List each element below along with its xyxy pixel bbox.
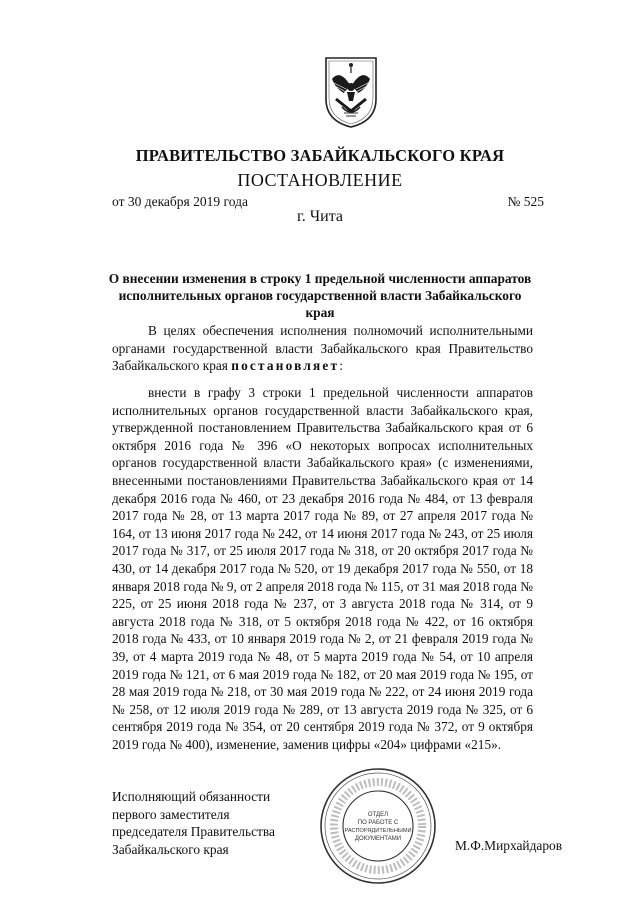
preamble-colon: : (339, 358, 343, 374)
stamp-center-line-3: РАСПОРЯДИТЕЛЬНЫМИ (344, 828, 412, 834)
subject-line-1: О внесении изменения в строку 1 предельной численности аппаратов (108, 271, 532, 286)
document-city: г. Чита (296, 208, 343, 225)
resolution-paragraph: внести в графу 3 строки 1 предельной численности аппаратов исполнительных органов государственной власти Забайкальского края, утвержденной постановлением Правительства Забайкальского края от 6 октября 2016 года № 396 «О некоторых вопросах исполнительных органов государственной власти Забайкальского края» (с изменениями, внесенными постановлениями Правительства Забайкальского края от 14 декабря 2016 года № 460, от 23 декабря 2016 года № 484, от 13 февраля 2017 года № 28, от 13 марта 2017 года № 89, от 27 апреля 2017 года № 164, от 13 июня 2017 года № 242, от 14 июня 2017 года № 243, от 25 июля 2017 года № 317, от 25 июля 2017 года № 318, от 20 октября 2017 года № 430, от 14 декабря 2017 года № 520, от 19 декабря 2017 года № 550, от 18 января 2018 года № 9, от 2 апреля 2018 года № 115, от 31 мая 2018 года № 225, от 25 июня 2018 года № 237, от 3 августа 2018 года № 314, от 9 августа 2018 года № 318, от 5 октября 2018 года № 422, от 16 октября 2018 года № 433, от 10 января 2019 года № 2, от 21 февраля 2019 года № 39, от 4 марта 2019 года № 48, от 5 марта 2019 года № 54, от 10 апреля 2019 года № 121, от 6 мая 2019 года № 182, от 20 мая 2019 года № 195, от 28 мая 2019 года № 218, от 30 мая 2019 года № 222, от 24 июня 2019 года № 258, от 12 июля 2019 года № 289, от 13 августа 2019 года № 325, от 6 сентября 2019 года № 354, от 20 сентября 2019 года № 372, от 9 октября 2019 года № 400), изменение, заменив цифры «204» цифрами «215». (112, 385, 533, 752)
preamble-text: В целях обеспечения исполнения полномочий исполнительными органами государственной власти Забайкальского края Правительство Забайкальского края (112, 323, 533, 374)
coat-of-arms-emblem (322, 55, 380, 129)
subject-line-2: исполнительных органов государственной власти Забайкальского края (118, 288, 522, 320)
document-number: № 525 (507, 194, 544, 209)
decree-keyword: постановляет (231, 358, 340, 374)
signer-name: М.Ф.Мирхайдаров (455, 838, 563, 853)
document-subject (108, 270, 532, 321)
signature-title-line-1: Исполняющий обязанности (112, 789, 271, 804)
signature-title-line-4: Забайкальского края (112, 841, 229, 857)
document-date: от 30 декабря 2019 года (112, 194, 248, 209)
document-type: ПОСТАНОВЛЕНИЕ (237, 170, 403, 190)
signature-block (112, 788, 275, 858)
official-stamp (318, 766, 438, 886)
signature-title-line-2: первого заместителя (112, 806, 230, 822)
stamp-center-line-2: ПО РАБОТЕ С (357, 820, 399, 826)
stamp-center-line-4: ДОКУМЕНТАМИ (354, 836, 402, 842)
preamble-paragraph (112, 322, 533, 375)
signature-title-line-3: председателя Правительства (112, 824, 275, 839)
government-title: ПРАВИТЕЛЬСТВО ЗАБАЙКАЛЬСКОГО КРАЯ (135, 146, 505, 165)
stamp-center-line-1: ОТДЕЛ (367, 812, 389, 818)
